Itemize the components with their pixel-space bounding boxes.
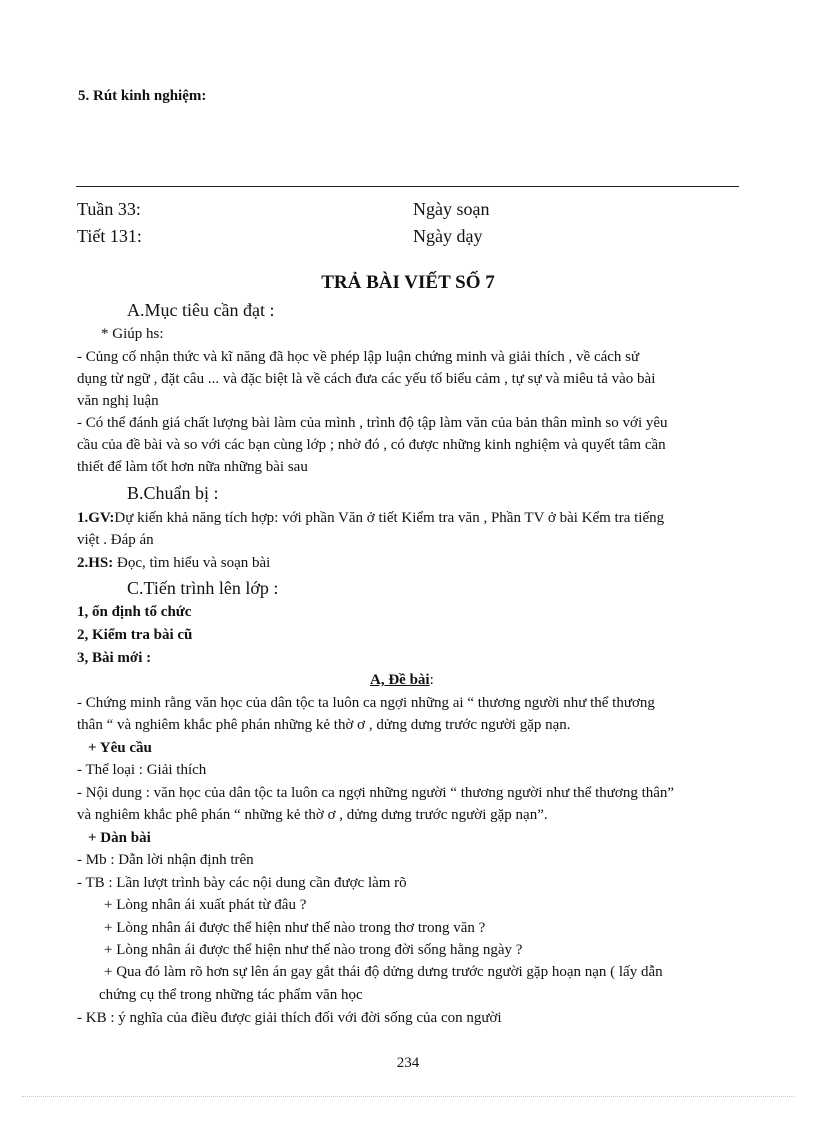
week-label: Tuần 33: (77, 199, 141, 219)
part-a-line: - Có thể đánh giá chất lượng bài làm của mình , trình độ tập làm văn của bản thân mình so với yêu (77, 415, 668, 431)
de-bai-heading (370, 672, 434, 689)
part-a-heading: A.Mục tiêu cần đạt : (127, 300, 275, 320)
step-2: 2, Kiểm tra bài cũ (77, 627, 193, 643)
dan-bai-kb: - KB : ý nghĩa của điều được giải thích đối với đời sống của con người (77, 1010, 502, 1026)
dan-bai-sub: + Lòng nhân ái xuất phát từ đâu ? (104, 897, 307, 913)
dan-bai-sub: + Lòng nhân ái được thể hiện như thế nào trong đời sống hằng ngày ? (104, 942, 523, 958)
dan-bai-sub-cont: chứng cụ thể trong những tác phẩm văn học (99, 987, 363, 1003)
yeu-cau-line: - Nội dung : văn học của dân tộc ta luôn ca ngợi những người “ thương người như thể thương thân” (77, 785, 675, 801)
dan-bai-heading: + Dàn bài (88, 830, 151, 846)
de-bai-line: - Chứng minh rằng văn học của dân tộc ta luôn ca ngợi những ai “ thương người như thể thương (77, 695, 655, 711)
page-number: 234 (396, 1055, 420, 1071)
part-a-intro: * Giúp hs: (101, 326, 164, 342)
section-5-heading: 5. Rút kinh nghiệm: (78, 88, 207, 104)
part-a-line: dụng từ ngữ , đặt câu ... và đặc biệt là về cách đưa các yếu tố biểu cảm , tự sự và miêu tả vào bài (77, 371, 656, 387)
part-a-line: cầu của đề bài và so với các bạn cùng lớp ; nhờ đó , có được những kinh nghiệm và quyết tâm cần (77, 437, 666, 453)
gv-text: Dự kiến khả năng tích hợp: với phần Văn ở tiết Kiểm tra văn , Phần TV ở bài Kểm tra tiếng (114, 510, 665, 526)
gv-line-cont: việt . Đáp án (77, 532, 154, 548)
footer-dotted-line (22, 1096, 794, 1097)
page-title: TRẢ BÀI VIẾT SỐ 7 (321, 272, 495, 293)
yeu-cau-line: và nghiêm khắc phê phán “ những kẻ thờ ơ , dửng dưng trước người gặp nạn”. (77, 807, 548, 823)
step-3: 3, Bài mới : (77, 650, 152, 666)
hs-line (77, 555, 270, 572)
prep-date-label: Ngày soạn (413, 199, 490, 219)
teach-date-label: Ngày dạy (413, 226, 483, 246)
dan-bai-tb: - TB : Lần lượt trình bày các nội dung cần được làm rõ (77, 875, 407, 891)
yeu-cau-line: - Thể loại : Giải thích (77, 762, 207, 778)
header-rule (76, 186, 739, 187)
hs-label: 2.HS: (77, 555, 114, 571)
yeu-cau-heading: + Yêu cầu (88, 740, 152, 756)
de-bai-line: thân “ và nghiêm khắc phê phán những kẻ thờ ơ , dửng dưng trước người gặp nạn. (77, 717, 571, 733)
part-a-line: thiết để làm tốt hơn nữa những bài sau (77, 459, 308, 475)
part-a-line: - Củng cố nhận thức và kĩ năng đã học về phép lập luận chứng minh và giải thích , về cách sử (77, 349, 640, 365)
dan-bai-mb: - Mb : Dẫn lời nhận định trên (77, 852, 254, 868)
part-a-line: văn nghị luận (77, 393, 159, 409)
gv-line (77, 510, 664, 527)
part-c-heading: C.Tiến trình lên lớp : (127, 578, 279, 598)
hs-text: Đọc, tìm hiểu và soạn bài (113, 555, 271, 571)
de-bai-colon: : (429, 672, 434, 688)
gv-label: 1.GV: (77, 510, 115, 526)
step-1: 1, ổn định tổ chức (77, 604, 192, 620)
lesson-label: Tiết 131: (77, 226, 142, 246)
dan-bai-sub: + Lòng nhân ái được thể hiện như thế nào trong thơ trong văn ? (104, 920, 486, 936)
dan-bai-sub: + Qua đó làm rõ hơn sự lên án gay gắt thái độ dửng dưng trước người gặp hoạn nạn ( lấy dẫn (104, 964, 663, 980)
de-bai-heading-text: A, Đề bài (370, 672, 430, 688)
part-b-heading: B.Chuẩn bị : (127, 483, 219, 503)
